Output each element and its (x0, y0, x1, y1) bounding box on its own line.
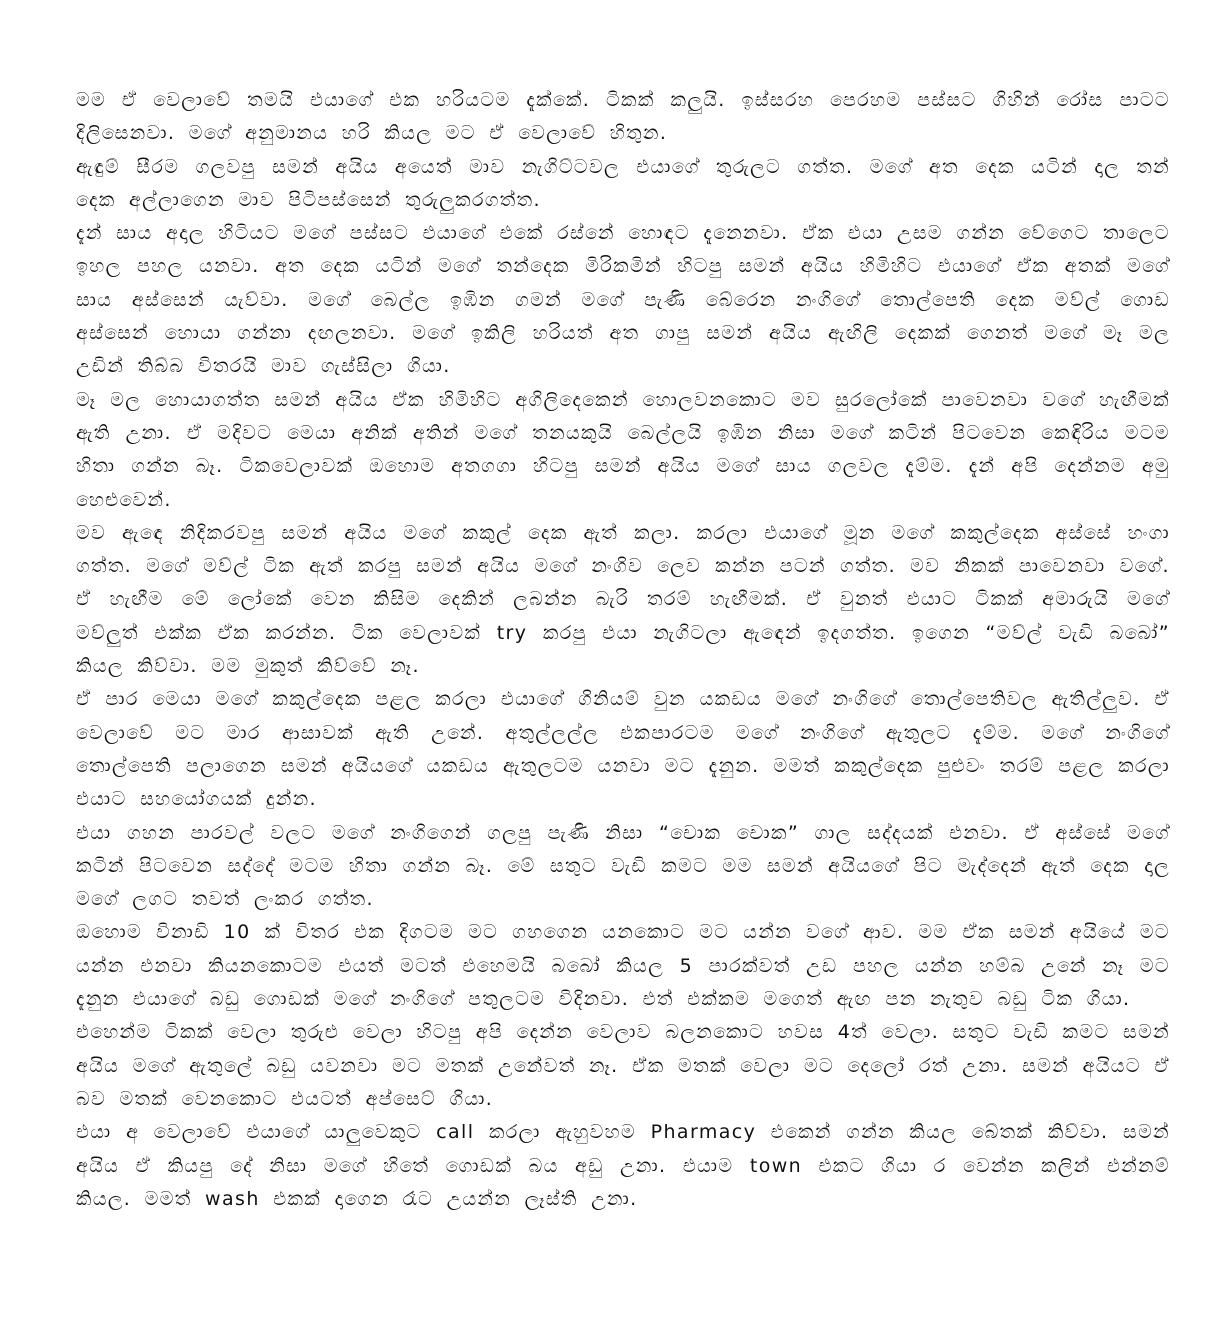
paragraph: එයා ගහන පාරවල් වලට මගේ නංගිගෙන් ගලපු පැණි නිසා “චොක චොක” ගාල සද්දයක් එනවා. ඒ අස්සේ මගේ කටින් පිටවෙන සද්දේ මටම හිතා ගන්න බෑ. මේ සතුට වැඩි කමට මම සමන් අයියගේ පිට මැද්දෙන් ඇත් දෙක දාල මගේ ලගට තවත් ලංකර ගත්ත. (76, 821, 1170, 911)
paragraph: මෑ මල හොයාගත්ත සමන් අයිය ඒක හිමිහිට අගිලිදෙකෙන් හොලවනකොට මව සුරලෝකේ පාවෙනවා වගේ හැඟීමක් ඇති උනා. ඒ මදිවට මෙයා අනික් අතින් මගේ තනයකුයි බෙල්ලයි ඉඹින නිසා මගේ කටින් පිටවෙන කෙඳිරිය මටම හිතා ගන්න බෑ. ටිකවෙලාවක් ඔහොම අතගගා හිටපු සමන් අයිය මගේ සාය ගලවල දැම්ම. දැන් අපි දෙන්නම අමු හෙළුවෙන්. (76, 388, 1170, 511)
paragraph: ඒ පාර මෙයා මගේ කකුල්දෙක පළල කරලා එයාගේ ගිනියම් වුන යකඩය මගේ නංගිගේ තොල්පෙතිවල ඇතිල්ලුව. ඒ වෙලාවේ මට මාර ආසාවක් ඇති උනේ. අතුල්ලල්ල එකපාරටම මගේ නංගිගේ ඇතුලට දැම්ම. මගේ නංගිගේ තොල්පෙති පලාගෙන සමන් අයියගේ යකඩය ඇතුලටම යනවා මට දැනුන. මමත් කකුල්දෙක පුළුවං තරම් පළල කරලා එයාට සහයෝගයක් දුන්න. (76, 688, 1170, 811)
paragraph: එහෙන්ම ටිකක් වෙලා තුරුළු වෙලා හිටපු අපි දෙන්න වෙලාව බලනකොට හවස 4ත් වෙලා. සතුට වැඩි කමට සමන් අයිය මගේ ඇතුලේ බඩු යවනවා මට මතක් උනේවත් නෑ. ඒක මතක් වෙලා මට දෙලෝ රත් උනා. සමන් අයියට ඒ බව මතක් වෙනකොට එයටත් අප්සෙට් ගියා. (76, 1021, 1170, 1110)
paragraph: ඔහොම විනාඩි 10 ක් විතර එක දිගටම මට ගහගෙන යනකොට මට යන්න වගේ ආව. මම ඒක සමන් අයියේ මට යන්න එනවා කියනකොටම එයත් මටත් එහෙමයි බබෝ කියල 5 පාරක්වත් උඩ පහල යන්න හම්බ උනේ නෑ මට දැනුන එයාගේ බඩු ගොඩක් මගේ නංගිගේ පතුලටම විදිනවා. එත් එක්කම මගෙත් ඇඟ පන නැතුව බඩු ටික ගියා. (76, 921, 1170, 1011)
paragraph: දැන් සාය අදාල හිටියට මගේ පස්සට එයාගේ එකේ රස්නේ හොඳට දැනෙනවා. ඒක එයා උසම ගන්න වේගෙට තාලෙට ඉහල පහල යනවා. අත දෙක යටින් මගේ තන්දෙක මිරිකමින් හිටපු සමන් අයිය හිමිහිට එයාගේ ඒක අතක් මගේ සාය අස්සෙන් යැව්වා. මගේ බෙල්ල ඉඹින ගමන් මගේ පැණි බේරෙන නංගිගේ තොල්පෙති දෙක මව්ල් ගොඩ අස්සෙන් හොයා ගන්නා දඟලනවා. මගේ ඉකිලි හරියත් අත ගාපු සමන් අයිය ඇඟිලි දෙකක් ගෙනත් මගේ මෑ මල උඩින් තිබ්බ විතරයි මාව ගැස්සිලා ගියා. (76, 222, 1170, 378)
paragraph: මව ඇඳෙ නිදිකරවපු සමන් අයිය මගේ කකුල් දෙක ඇත් කලා. කරලා එයාගේ මූන මගේ කකුල්දෙක අස්සේ හංගා ගත්ත. මගේ මව්ල් ටික ඇත් කරපු සමන් අයිය මගේ නංගිව ලෙව කන්න පටන් ගත්ත. මව නිකක් පාවෙනවා වගේ. ඒ හැඟීම මේ ලෝකේ වෙන කිසිම දෙකින් ලබන්න බැරි තරම් හැඟීමක්. ඒ වුනත් එයාට ටිකක් අමාරුයි මගේ මව්ලුත් එක්ක ඒක කරන්න. ටික වෙලාවක් try කරපු එයා නැගිටලා ඇඳෙන් ඉදගත්ත. ඉගෙන “මව්ල් වැඩි බබෝ” කියල කිව්වා. මම මුකුත් කිව්වේ නෑ. (76, 521, 1170, 678)
paragraph: එයා අ වෙලාවේ එයාගේ යාලුවෙකුට call කරලා ඇහුවහම Pharmacy එකෙන් ගන්න කියල බේතක් කිව්වා. සමන් අයිය ඒ කියපු දේ නිසා මගේ හිතේ ගොඩක් බය අඩු උනා. එයාම town එකට ගියා ර වෙන්න කලින් එන්නම් කියල. මමත් wash එකක් දාගෙන රෑට උයන්න ලෑස්ති උනා. (76, 1121, 1170, 1210)
document-page (76, 84, 1170, 1216)
paragraph: මම ඒ වෙලාවේ තමයි එයාගේ එක හරියටම දැක්කේ. ටිකක් කලුයි. ඉස්සරහ පෙරහම පස්සට ගිහින් රෝස පාටට දිලිසෙනවා. මගේ අනුමානය හරි කියල මට ඒ වෙලාවේ හිතුන. (76, 89, 1170, 145)
paragraph: ඇඳුම් සීරම ගලවපු සමන් අයිය අයෙත් මාව නැගිට්ටවල එයාගේ තුරුලට ගත්ත. මගේ අත දෙක යටින් දාල තන් දෙක අල්ලාගෙන මාව පිටිපස්සෙන් තුරුලුකරගත්ත. (76, 155, 1170, 211)
